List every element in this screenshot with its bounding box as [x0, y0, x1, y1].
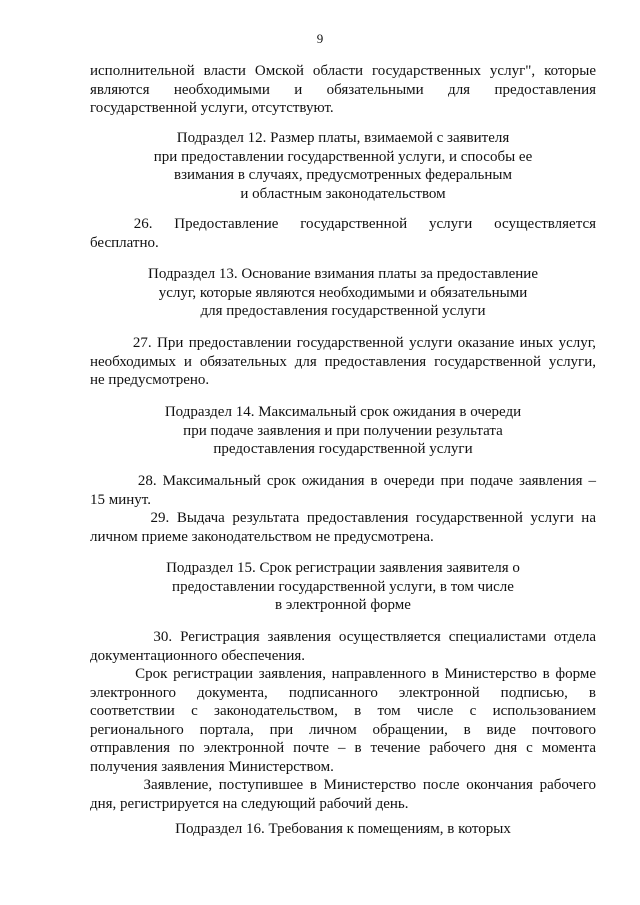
paragraph — [90, 334, 596, 390]
text-line: 26. Предоставление государственной услуги осуществляется — [90, 216, 596, 232]
paragraph — [90, 215, 596, 252]
text-line: 28. Максимальный срок ожидания в очереди при подаче заявления – — [90, 473, 596, 489]
text-line: в электронной форме — [275, 597, 411, 613]
text-line: регионального портала, при личном обращении, в виде почтового — [90, 721, 596, 738]
text-line: Подраздел 16. Требования к помещениям, в которых — [175, 821, 511, 837]
text-line: получения заявления Министерством. — [90, 758, 334, 775]
text-line: Подраздел 12. Размер платы, взимаемой с заявителя — [176, 130, 510, 146]
page-number: 9 — [316, 31, 324, 46]
subsection-heading — [90, 820, 596, 839]
text-line: Срок регистрации заявления, направленного в Министерство в форме — [90, 666, 596, 682]
text-line: предоставления государственной услуги — [213, 441, 473, 457]
text-line: Заявление, поступившее в Министерство после окончания рабочего — [90, 777, 596, 793]
text-line: государственной услуги, отсутствуют. — [90, 100, 334, 116]
text-line: являются необходимыми и обязательными для предоставления — [90, 81, 596, 98]
text-line: Подраздел 14. Максимальный срок ожидания в очереди — [164, 404, 522, 420]
text-line: документационного обеспечения. — [90, 647, 306, 664]
text-line: исполнительной власти Омской области государственных услуг", которые — [90, 63, 596, 79]
text-line: соответствии с законодательством, в том числе с использованием — [90, 703, 596, 719]
paragraph — [90, 62, 596, 118]
text-line: необходимых и обязательных для предоставления государственной услуги, — [90, 353, 596, 370]
paragraph — [90, 472, 596, 546]
text-line: Подраздел 13. Основание взимания платы за предоставление — [148, 266, 538, 282]
text-line: предоставлении государственной услуги, в том числе — [172, 578, 514, 595]
text-line: при предоставлении государственной услуги, и способы ее — [153, 148, 533, 165]
text-line: 27. При предоставлении государственной услуги оказание иных услуг, — [90, 335, 596, 351]
text-line: электронного документа, подписанного электронной подписью, в — [90, 684, 596, 701]
text-line: при подаче заявления и при получении результата — [183, 422, 503, 439]
text-line: бесплатно. — [90, 234, 159, 251]
text-line: Подраздел 15. Срок регистрации заявления заявителя о — [166, 560, 520, 576]
text-line: услуг, которые являются необходимыми и обязательными — [158, 284, 528, 301]
text-line: взимания в случаях, предусмотренных федеральным — [174, 167, 512, 183]
text-line: дня, регистрируется на следующий рабочий день. — [90, 795, 409, 812]
text-line: отправления по электронной почте – в течение рабочего дня с момента — [90, 740, 596, 756]
subsection-heading — [90, 403, 596, 459]
text-line: для предоставления государственной услуги — [200, 303, 486, 319]
text-line: 15 минут. — [90, 491, 151, 508]
text-line: не предусмотрено. — [90, 372, 210, 388]
text-line: 30. Регистрация заявления осуществляется специалистами отдела — [90, 629, 596, 645]
text-line: личном приеме законодательством не предусмотрена. — [90, 528, 434, 545]
subsection-heading — [90, 559, 596, 615]
subsection-heading — [90, 265, 596, 321]
text-line: и областным законодательством — [240, 185, 446, 202]
text-line: 29. Выдача результата предоставления государственной услуги на — [90, 510, 596, 526]
paragraph — [90, 628, 596, 813]
subsection-heading — [90, 129, 596, 203]
